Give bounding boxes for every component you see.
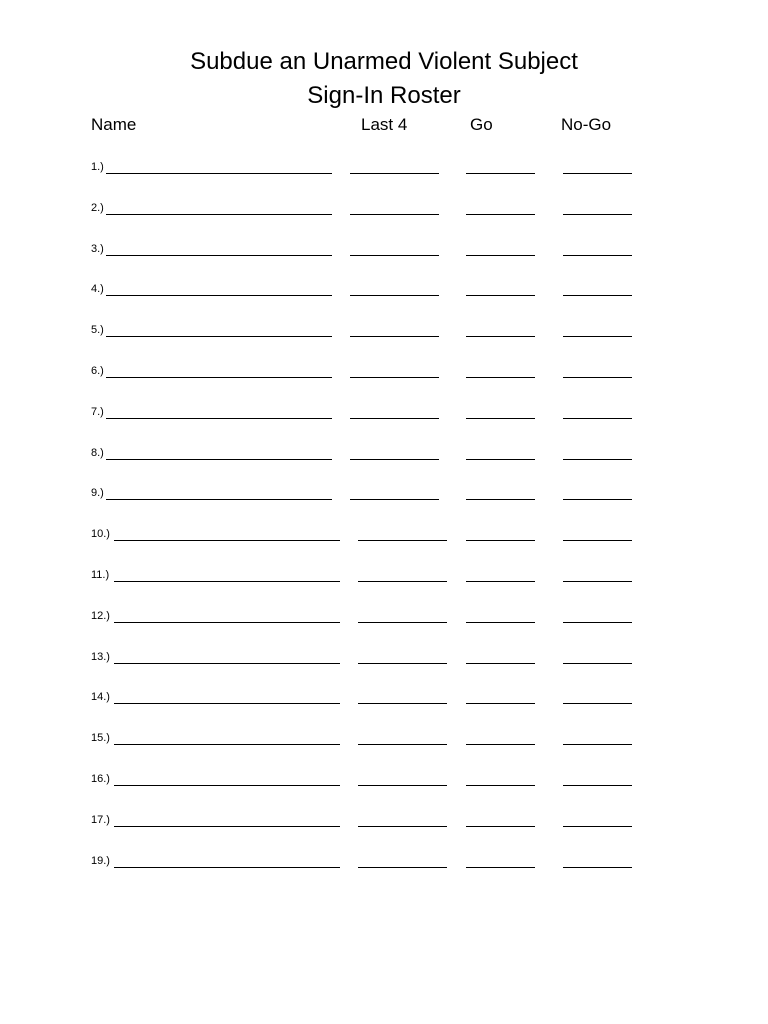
go-blank [466,459,535,460]
name-blank [106,336,332,337]
name-blank [114,785,340,786]
go-blank [466,581,535,582]
name-blank [114,663,340,664]
roster-row [0,813,768,833]
roster-row [0,527,768,547]
go-blank [466,418,535,419]
name-blank [106,173,332,174]
name-blank [114,826,340,827]
row-number: 6.) [91,365,104,377]
go-blank [466,255,535,256]
row-number: 8.) [91,446,104,459]
last4-blank [350,377,439,378]
name-blank [114,540,340,541]
row-number: 13.) [91,650,110,663]
go-blank [466,540,535,541]
row-number: 16.) [91,773,110,785]
roster-row [0,405,768,425]
row-number: 14.) [91,691,110,704]
last4-blank [358,663,447,664]
name-blank [114,622,340,623]
row-number: 17.) [91,813,110,826]
last4-blank [358,744,447,745]
name-blank [114,581,340,582]
row-number: 7.) [91,405,104,418]
column-header-nogo: No-Go [561,115,612,134]
roster-row [0,242,768,262]
row-number: 9.) [91,487,104,500]
row-number: 1.) [91,161,104,173]
roster-row [0,486,768,506]
last4-blank [358,581,447,582]
go-blank [466,173,535,174]
go-blank [466,785,535,786]
name-blank [106,255,332,256]
go-blank [466,744,535,745]
column-header-name: Name [91,115,137,134]
roster-row [0,568,768,588]
column-header-last4: Last 4 [361,115,408,134]
go-blank [466,867,535,868]
roster-row [0,854,768,874]
row-number: 4.) [91,283,104,296]
roster-row [0,650,768,670]
roster-row [0,609,768,629]
roster-row [0,772,768,792]
roster-subtitle: Sign-In Roster [307,82,461,109]
roster-row [0,282,768,302]
go-blank [466,336,535,337]
last4-blank [350,418,439,419]
go-blank [466,622,535,623]
last4-blank [350,336,439,337]
row-number: 5.) [91,324,104,337]
nogo-blank [563,418,632,419]
last4-blank [350,295,439,296]
last4-blank [350,499,439,500]
last4-blank [358,540,447,541]
name-blank [106,295,332,296]
name-blank [114,744,340,745]
name-blank [106,377,332,378]
last4-blank [358,622,447,623]
roster-row [0,690,768,710]
last4-blank [358,867,447,868]
nogo-blank [563,826,632,827]
nogo-blank [563,663,632,664]
go-blank [466,214,535,215]
go-blank [466,663,535,664]
name-blank [106,214,332,215]
roster-row [0,364,768,384]
last4-blank [358,703,447,704]
go-blank [466,377,535,378]
go-blank [466,499,535,500]
row-number: 15.) [91,732,110,745]
name-blank [114,703,340,704]
row-number: 19.) [91,854,110,867]
last4-blank [358,785,447,786]
nogo-blank [563,744,632,745]
roster-row [0,323,768,343]
roster-row [0,160,768,180]
name-blank [106,459,332,460]
row-number: 2.) [91,201,104,214]
nogo-blank [563,622,632,623]
nogo-blank [563,785,632,786]
nogo-blank [563,459,632,460]
go-blank [466,295,535,296]
row-number: 10.) [91,528,110,541]
nogo-blank [563,581,632,582]
last4-blank [350,255,439,256]
last4-blank [350,459,439,460]
nogo-blank [563,214,632,215]
roster-row [0,446,768,466]
nogo-blank [563,295,632,296]
nogo-blank [563,255,632,256]
nogo-blank [563,336,632,337]
go-blank [466,703,535,704]
roster-title: Subdue an Unarmed Violent Subject [190,48,578,75]
row-number: 12.) [91,609,110,622]
last4-blank [350,173,439,174]
nogo-blank [563,540,632,541]
row-number: 11.) [91,569,110,581]
name-blank [106,499,332,500]
nogo-blank [563,499,632,500]
go-blank [466,826,535,827]
last4-blank [358,826,447,827]
nogo-blank [563,377,632,378]
column-header-go: Go [470,115,493,134]
last4-blank [350,214,439,215]
row-number: 3.) [91,242,104,255]
name-blank [114,867,340,868]
roster-row [0,201,768,221]
roster-row [0,731,768,751]
name-blank [106,418,332,419]
nogo-blank [563,173,632,174]
nogo-blank [563,703,632,704]
nogo-blank [563,867,632,868]
